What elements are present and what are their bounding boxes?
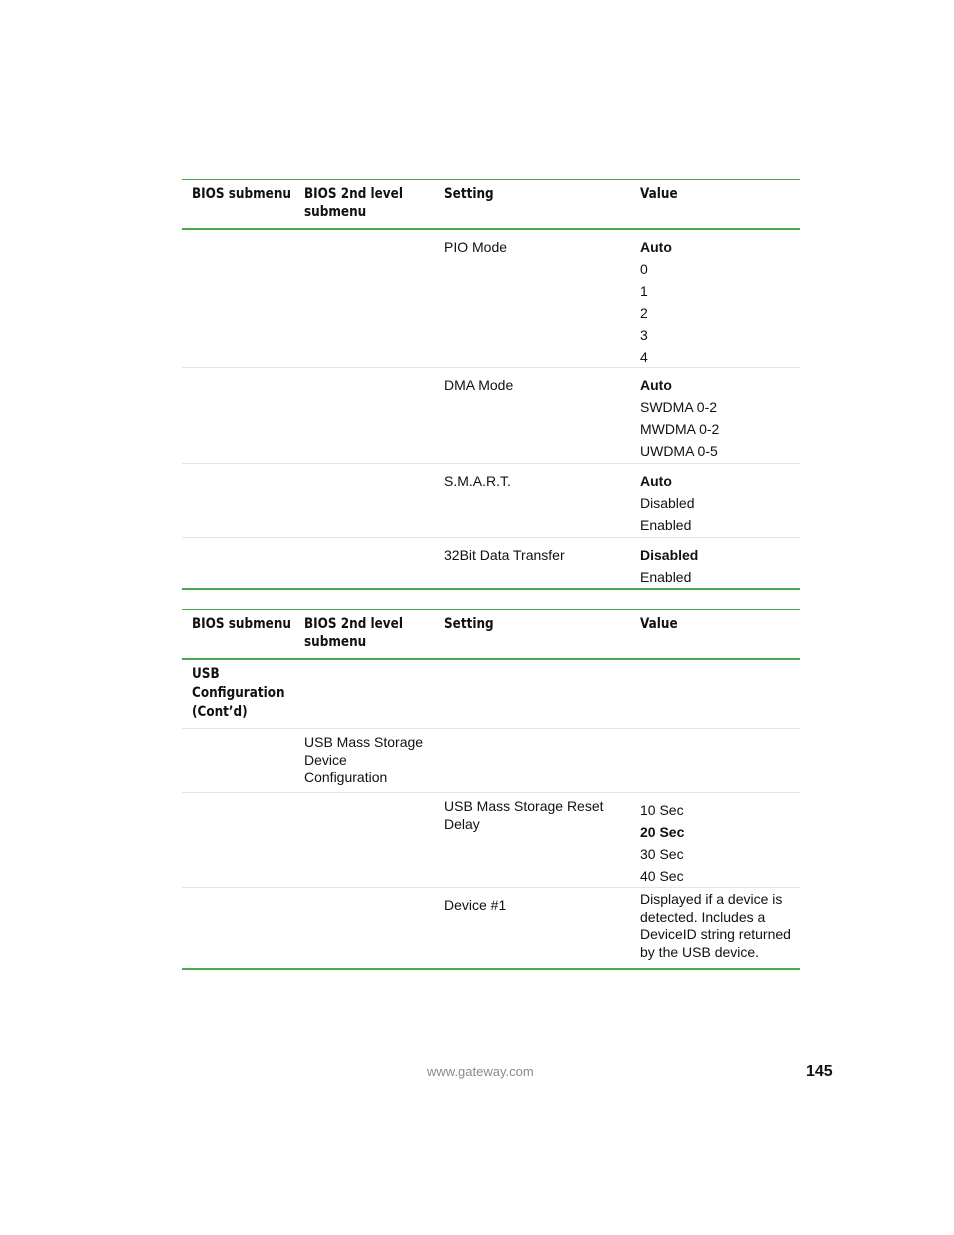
submenu-label: USB Mass Storage Device Configuration [304,734,424,785]
table-row [182,230,800,368]
value-option-default: Auto [640,473,672,489]
table-row [182,464,800,538]
section-row-usb-configuration [182,660,800,729]
value-options [640,470,694,536]
table-row [182,888,800,970]
value-options [640,374,719,462]
setting-label: DMA Mode [444,377,514,393]
value-option: 4 [640,349,648,365]
table-header [182,179,800,230]
value-option: 1 [640,283,648,299]
header-value: Value [640,616,678,632]
footer-url: www.gateway.com [427,1064,534,1079]
setting-label: PIO Mode [444,239,508,255]
value-option: Enabled [640,517,692,533]
table-row [182,368,800,464]
value-option: 2 [640,305,648,321]
value-options [640,236,672,368]
value-option: SWDMA 0-2 [640,399,718,415]
value-option: 10 Sec [640,802,684,818]
value-option: 3 [640,327,648,343]
header-value: Value [640,186,678,202]
section-title: USB Configuration (Cont’d) [192,666,285,720]
bios-table-ide [182,179,800,590]
table-header [182,609,800,660]
value-option: 0 [640,261,648,277]
value-option: UWDMA 0-5 [640,443,718,459]
value-option: Enabled [640,569,692,585]
table-row [182,538,800,590]
value-option: Disabled [640,495,695,511]
value-option: 30 Sec [640,846,684,862]
page-number: 145 [806,1063,833,1080]
value-option-default: 20 Sec [640,824,685,840]
header-setting: Setting [444,186,494,202]
table-row [182,793,800,888]
setting-label: S.M.A.R.T. [444,473,511,489]
setting-label: Device #1 [444,897,507,913]
submenu-row [182,729,800,793]
value-option: MWDMA 0-2 [640,421,720,437]
setting-label: USB Mass Storage Reset Delay [444,798,604,832]
value-description: Displayed if a device is detected. Includes a DeviceID string returned by the USB device. [640,891,791,960]
header-setting: Setting [444,616,494,632]
value-options [640,799,684,887]
value-option-default: Auto [640,377,672,393]
value-option: 40 Sec [640,868,684,884]
value-option-default: Disabled [640,547,699,563]
setting-label: 32Bit Data Transfer [444,547,565,563]
header-bios-submenu: BIOS submenu [192,186,291,202]
header-bios-2nd-level: BIOS 2nd level submenu [304,616,403,650]
header-bios-2nd-level: BIOS 2nd level submenu [304,186,403,220]
value-options [640,544,698,588]
bios-table-usb [182,609,800,970]
header-bios-submenu: BIOS submenu [192,616,291,632]
value-option-default: Auto [640,239,672,255]
